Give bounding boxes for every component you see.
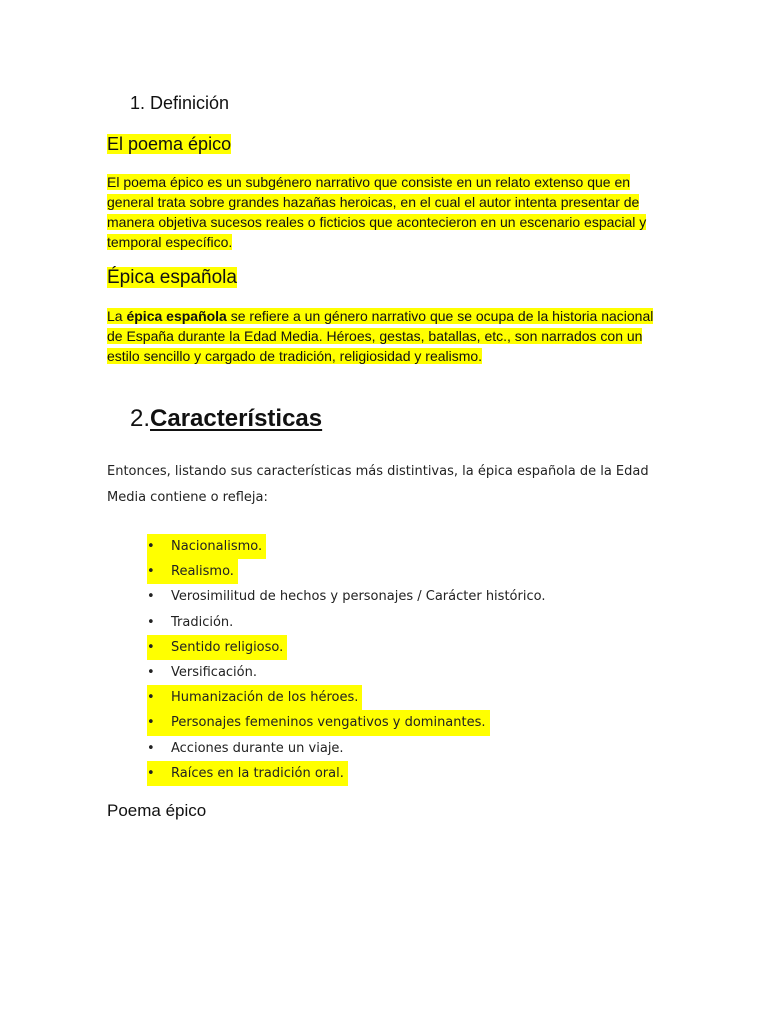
- list-item: [147, 559, 238, 584]
- section-title: Características: [150, 405, 323, 432]
- paragraph-epica-rest: se refiere a un género narrativo que se ocupa de la historia nacional de España durante la Edad Media. Héroes, gestas, batallas, etc., son narrados con un estilo sencillo y cargado de tradición, religiosidad y realismo.: [107, 308, 654, 364]
- list-item-text: Nacionalismo.: [171, 539, 263, 554]
- bullet-icon: •: [147, 564, 155, 580]
- paragraph-poema-epico: [107, 172, 667, 252]
- list-item: [147, 736, 549, 761]
- paragraph-epica-prefix: La: [107, 308, 127, 324]
- subheading-epica-espanola: [107, 266, 237, 290]
- subheading-poema-epico-text: El poema épico: [107, 134, 232, 154]
- list-item: [147, 635, 287, 660]
- bullet-icon: •: [147, 639, 155, 655]
- list-item-text: Verosimilitud de hechos y personajes / Carácter histórico.: [171, 589, 546, 605]
- list-item: [147, 685, 362, 710]
- list-item-text: Humanización de los héroes.: [171, 690, 359, 706]
- bullet-icon: •: [147, 589, 155, 605]
- characteristics-list: [147, 534, 549, 786]
- bullet-icon: •: [147, 664, 155, 680]
- list-item-text: Raíces en la tradición oral.: [171, 765, 344, 781]
- list-item: [147, 761, 348, 786]
- list-item-text: Sentido religioso.: [171, 639, 284, 655]
- characteristics-intro: Entonces, listando sus características más distintivas, la épica española de la Edad Media contiene o refleja:: [107, 464, 649, 505]
- list-item: [147, 584, 549, 609]
- bullet-icon: •: [147, 539, 155, 554]
- section-heading-definicion: 1. Definición: [130, 93, 230, 113]
- section-heading-caracteristicas: [130, 404, 322, 434]
- bullet-icon: •: [147, 690, 155, 706]
- bullet-icon: •: [147, 740, 155, 756]
- bullet-icon: •: [147, 614, 155, 630]
- subheading-poema-epico: [107, 133, 231, 155]
- list-item: [147, 610, 549, 635]
- paragraph-epica-bold: épica española: [126, 308, 227, 324]
- bullet-icon: •: [147, 765, 155, 781]
- list-item-text: Realismo.: [171, 564, 234, 580]
- paragraph-poema-epico-text: El poema épico es un subgénero narrativo que consiste en un relato extenso que en general trata sobre grandes hazañas heroicas, en el cual el autor intenta presentar de manera objetiva sucesos reales o ficticios que acontecieron en un escenario espacial y temporal específico.: [107, 174, 647, 250]
- list-item: [147, 660, 549, 685]
- list-item-text: Tradición.: [171, 614, 234, 630]
- list-item: [147, 534, 266, 559]
- list-item-text: Versificación.: [171, 664, 257, 680]
- footer-title-poema-epico: Poema épico: [107, 801, 207, 820]
- bullet-icon: •: [147, 715, 155, 731]
- paragraph-epica-espanola: [107, 306, 667, 366]
- list-item: [147, 710, 490, 735]
- subheading-epica-espanola-text: Épica española: [107, 267, 237, 288]
- section-number: 2.: [130, 405, 151, 432]
- list-item-text: Personajes femeninos vengativos y dominantes.: [171, 715, 486, 731]
- list-item-text: Acciones durante un viaje.: [171, 740, 344, 756]
